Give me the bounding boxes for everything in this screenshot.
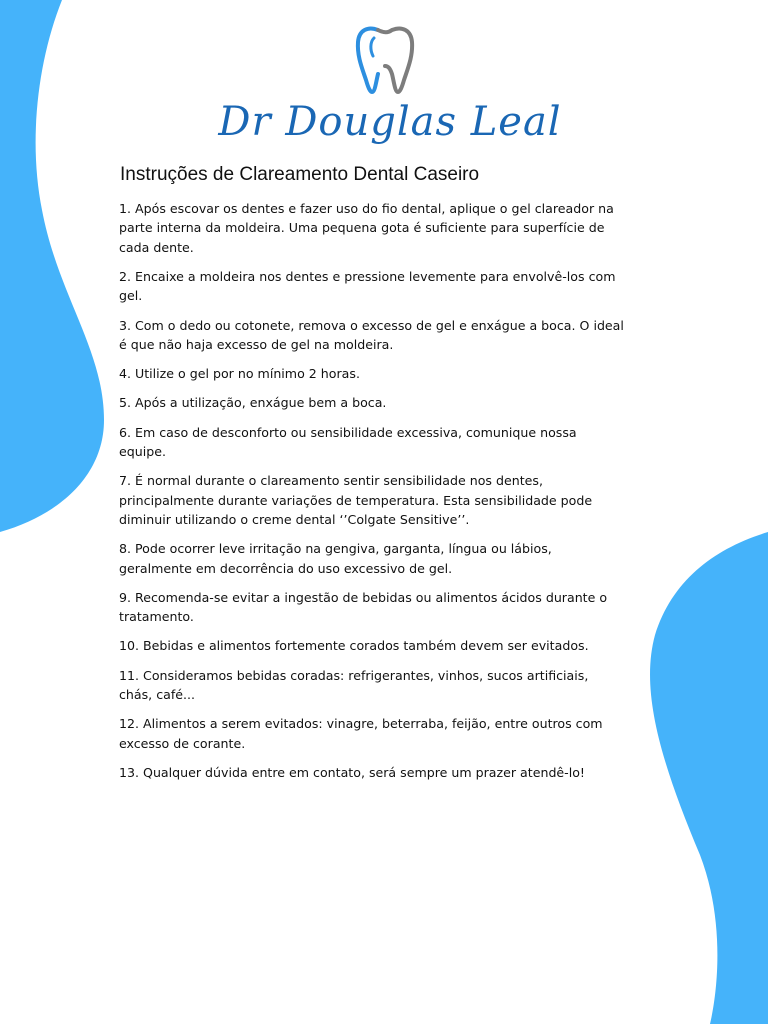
right-wave-shape xyxy=(650,532,768,1024)
tooth-icon xyxy=(354,24,416,96)
left-wave-shape xyxy=(0,0,104,532)
instruction-item-13: 13. Qualquer dúvida entre em contato, será sempre um prazer atendê-lo! xyxy=(119,764,585,780)
instruction-item-6: 6. Em caso de desconforto ou sensibilidade excessiva, comunique nossa equipe. xyxy=(119,424,577,460)
instruction-item-2: 2. Encaixe a moldeira nos dentes e pressione levemente para envolvê-los com gel. xyxy=(119,269,616,304)
instruction-item-8: 8. Pode ocorrer leve irritação na gengiva, garganta, língua ou lábios, geralmente em decorrência do uso excessivo de gel. xyxy=(119,541,552,576)
instruction-item-12: 12. Alimentos a serem evitados: vinagre, beterraba, feijão, entre outros com excesso de corante. xyxy=(119,716,603,751)
instruction-item-11: 11. Consideramos bebidas coradas: refrigerantes, vinhos, sucos artificiais, chás, café... xyxy=(119,667,589,703)
instruction-list xyxy=(119,199,624,792)
instruction-item-5: 5. Após a utilização, enxágue bem a boca. xyxy=(119,395,387,411)
document-title: Instruções de Clareamento Dental Caseiro xyxy=(120,164,480,185)
instruction-item-3: 3. Com o dedo ou cotonete, remova o excesso de gel e enxágue a boca. O ideal é que não haja excesso de gel na moldeira. xyxy=(119,317,624,353)
instruction-item-7: 7. É normal durante o clareamento sentir sensibilidade nos dentes, principalmente durante variações de temperatura. Esta sensibilidade pode diminuir utilizando o creme dental ‘’Colgate Sensitive’’. xyxy=(119,473,593,528)
instruction-item-10: 10. Bebidas e alimentos fortemente corados também devem ser evitados. xyxy=(119,638,589,654)
instruction-item-1: 1. Após escovar os dentes e fazer uso do fio dental, aplique o gel clareador na parte interna da moldeira. Uma pequena gota é suficiente para superfície de cada dente. xyxy=(119,201,614,255)
instruction-item-4: 4. Utilize o gel por no mínimo 2 horas. xyxy=(119,366,360,382)
instruction-item-9: 9. Recomenda-se evitar a ingestão de bebidas ou alimentos ácidos durante o tratamento. xyxy=(119,589,608,625)
brand-name: Dr Douglas Leal xyxy=(218,99,562,145)
